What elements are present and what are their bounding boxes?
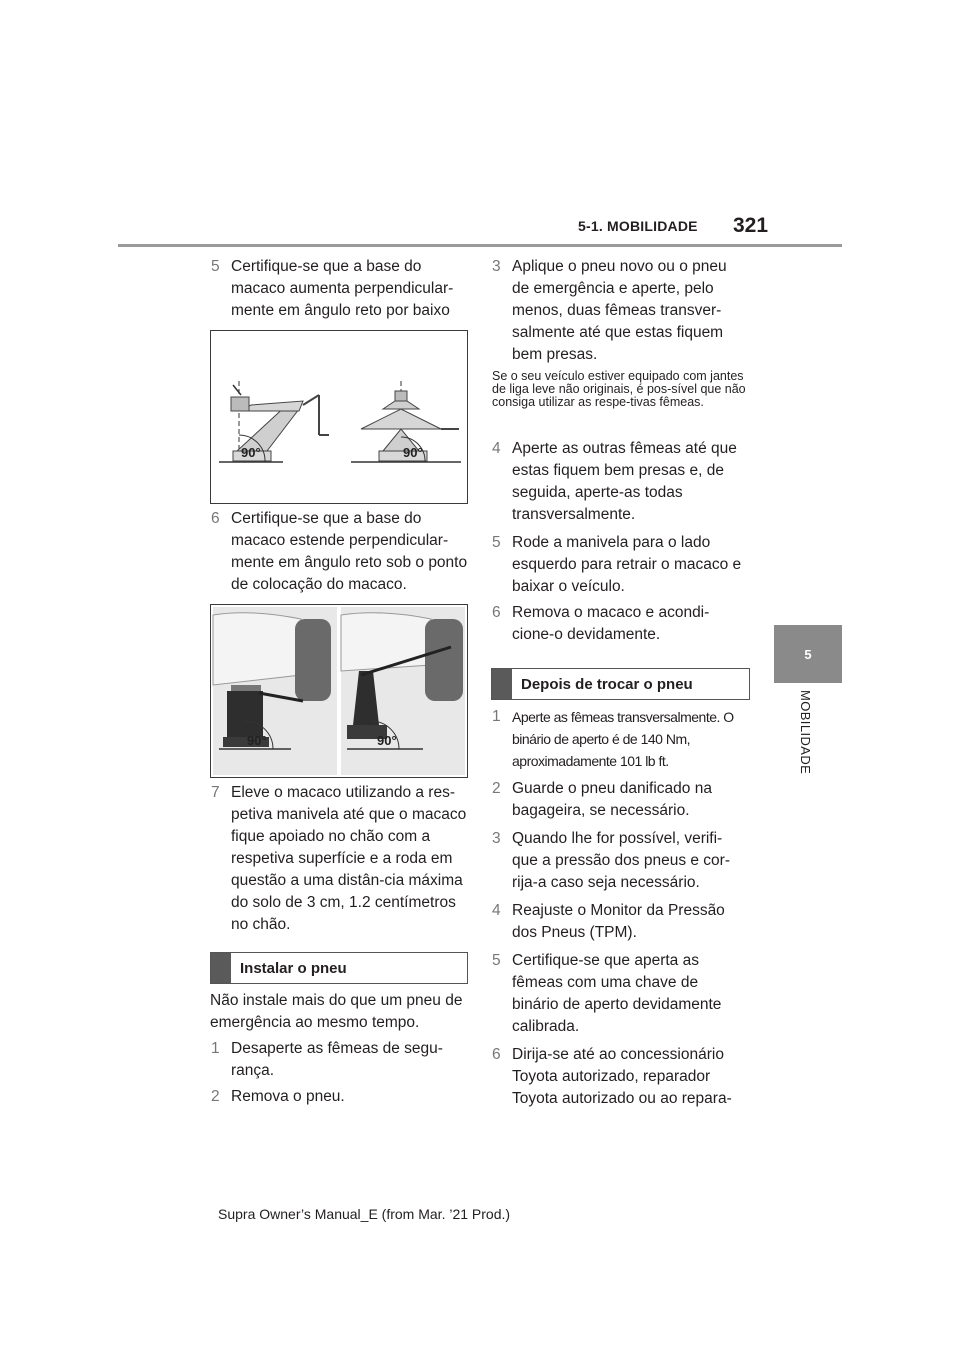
heading-label: Depois de trocar o pneu (521, 675, 693, 693)
chapter-tab (774, 625, 842, 683)
after-step-4 (492, 900, 754, 944)
chapter-label: MOBILIDADE (798, 690, 813, 775)
step-text: Rode a manivela para o lado esquerdo para retrair o macaco e baixar o veículo. (512, 534, 742, 595)
section-title: 5-1. MOBILIDADE (578, 218, 698, 234)
step-text: Certifique-se que aperta as fêmeas com uma chave de binário de aperto devidamente calibrada. (512, 952, 722, 1035)
after-step-5 (492, 950, 754, 1038)
step-number: 5 (492, 534, 501, 551)
step-6 (211, 508, 473, 596)
angle-label: 90° (241, 445, 261, 460)
step-6-stow (492, 602, 754, 646)
step-text: Aperte as fêmeas transversalmente. O binário de aperto é de 140 Nm, aproximadamente 101 lb ft. (512, 709, 734, 769)
step-text: Guarde o pneu danificado na bagageira, se necessário. (512, 780, 712, 819)
section-heading-after (491, 668, 750, 700)
step-text: Aplique o pneu novo ou o pneu de emergência e aperte, pelo menos, duas fêmeas transver-salmente até que estas fiquem bem presas. (512, 258, 727, 363)
step-text: Desaperte as fêmeas de segu-rança. (231, 1040, 443, 1079)
heading-label: Instalar o pneu (240, 959, 347, 977)
step-number: 1 (492, 708, 501, 725)
after-step-1 (492, 706, 754, 772)
step-5-retract (492, 532, 754, 598)
step-text: Quando lhe for possível, verifi-que a pressão dos pneus e cor-rija-a caso seja necessário. (512, 830, 730, 891)
step-text: Eleve o macaco utilizando a res-petiva manivela até que o macaco fique apoiado no chão com a respetiva superfície e a roda em questão a uma distân-cia máxima do solo de 3 cm, 1.2 centímetros no chão. (231, 784, 467, 933)
heading-bar (211, 953, 231, 983)
step-text: Remova o pneu. (231, 1088, 345, 1105)
step-4 (492, 438, 754, 526)
step-number: 3 (492, 830, 501, 847)
step-text: Reajuste o Monitor da Pressão dos Pneus (TPM). (512, 902, 725, 941)
step-number: 1 (211, 1040, 220, 1057)
angle-label: 90° (377, 733, 397, 748)
step-number: 6 (492, 1046, 501, 1063)
step-text: Dirija-se até ao concessionário Toyota autorizado, reparador Toyota autorizado ou ao repara- (512, 1046, 732, 1107)
step-number: 3 (492, 258, 501, 275)
angle-label: 90° (247, 733, 267, 748)
header-rule (118, 244, 842, 247)
angle-label: 90° (403, 445, 423, 460)
step-number: 4 (492, 440, 501, 457)
footer-text: Supra Owner’s Manual_E (from Mar. ’21 Prod.) (218, 1206, 511, 1222)
step-3 (492, 256, 754, 366)
step-7 (211, 782, 473, 936)
jack-placement-illustration (211, 605, 467, 777)
install-step-1 (211, 1038, 473, 1082)
install-note: Não instale mais do que um pneu de emergência ao mesmo tempo. (210, 992, 463, 1031)
after-step-2 (492, 778, 754, 822)
page-number: 321 (733, 214, 769, 237)
chapter-number: 5 (804, 646, 812, 662)
step-number: 4 (492, 902, 501, 919)
step-number: 5 (492, 952, 501, 969)
step-5 (211, 256, 473, 322)
install-step-2 (211, 1086, 473, 1108)
after-step-3 (492, 828, 754, 894)
jack-placement-figure (210, 604, 468, 778)
step-text: Certifique-se que a base do macaco aumenta perpendicular-mente em ângulo reto por baixo (231, 258, 454, 319)
step-text: Remova o macaco e acondi-cione-o devidamente. (512, 604, 710, 643)
step-number: 6 (211, 510, 220, 527)
step-number: 2 (492, 780, 501, 797)
step-number: 5 (211, 258, 220, 275)
step-number: 6 (492, 604, 501, 621)
alloy-wheel-note: Se o seu veículo estiver equipado com jantes de liga leve não originais, é pos-sível que não consiga utilizar as respe-tivas fêmeas. (492, 369, 746, 409)
after-step-6 (492, 1044, 754, 1110)
jack-base-illustration (211, 331, 467, 503)
section-heading-install (210, 952, 468, 984)
step-text: Aperte as outras fêmeas até que estas fiquem bem presas e, de seguida, aperte-as todas transversalmente. (512, 440, 737, 523)
heading-bar (492, 669, 512, 699)
step-number: 7 (211, 784, 220, 801)
step-number: 2 (211, 1088, 220, 1105)
step-text: Certifique-se que a base do macaco estende perpendicular-mente em ângulo reto sob o ponto de colocação do macaco. (231, 510, 468, 593)
jack-base-figure (210, 330, 468, 504)
